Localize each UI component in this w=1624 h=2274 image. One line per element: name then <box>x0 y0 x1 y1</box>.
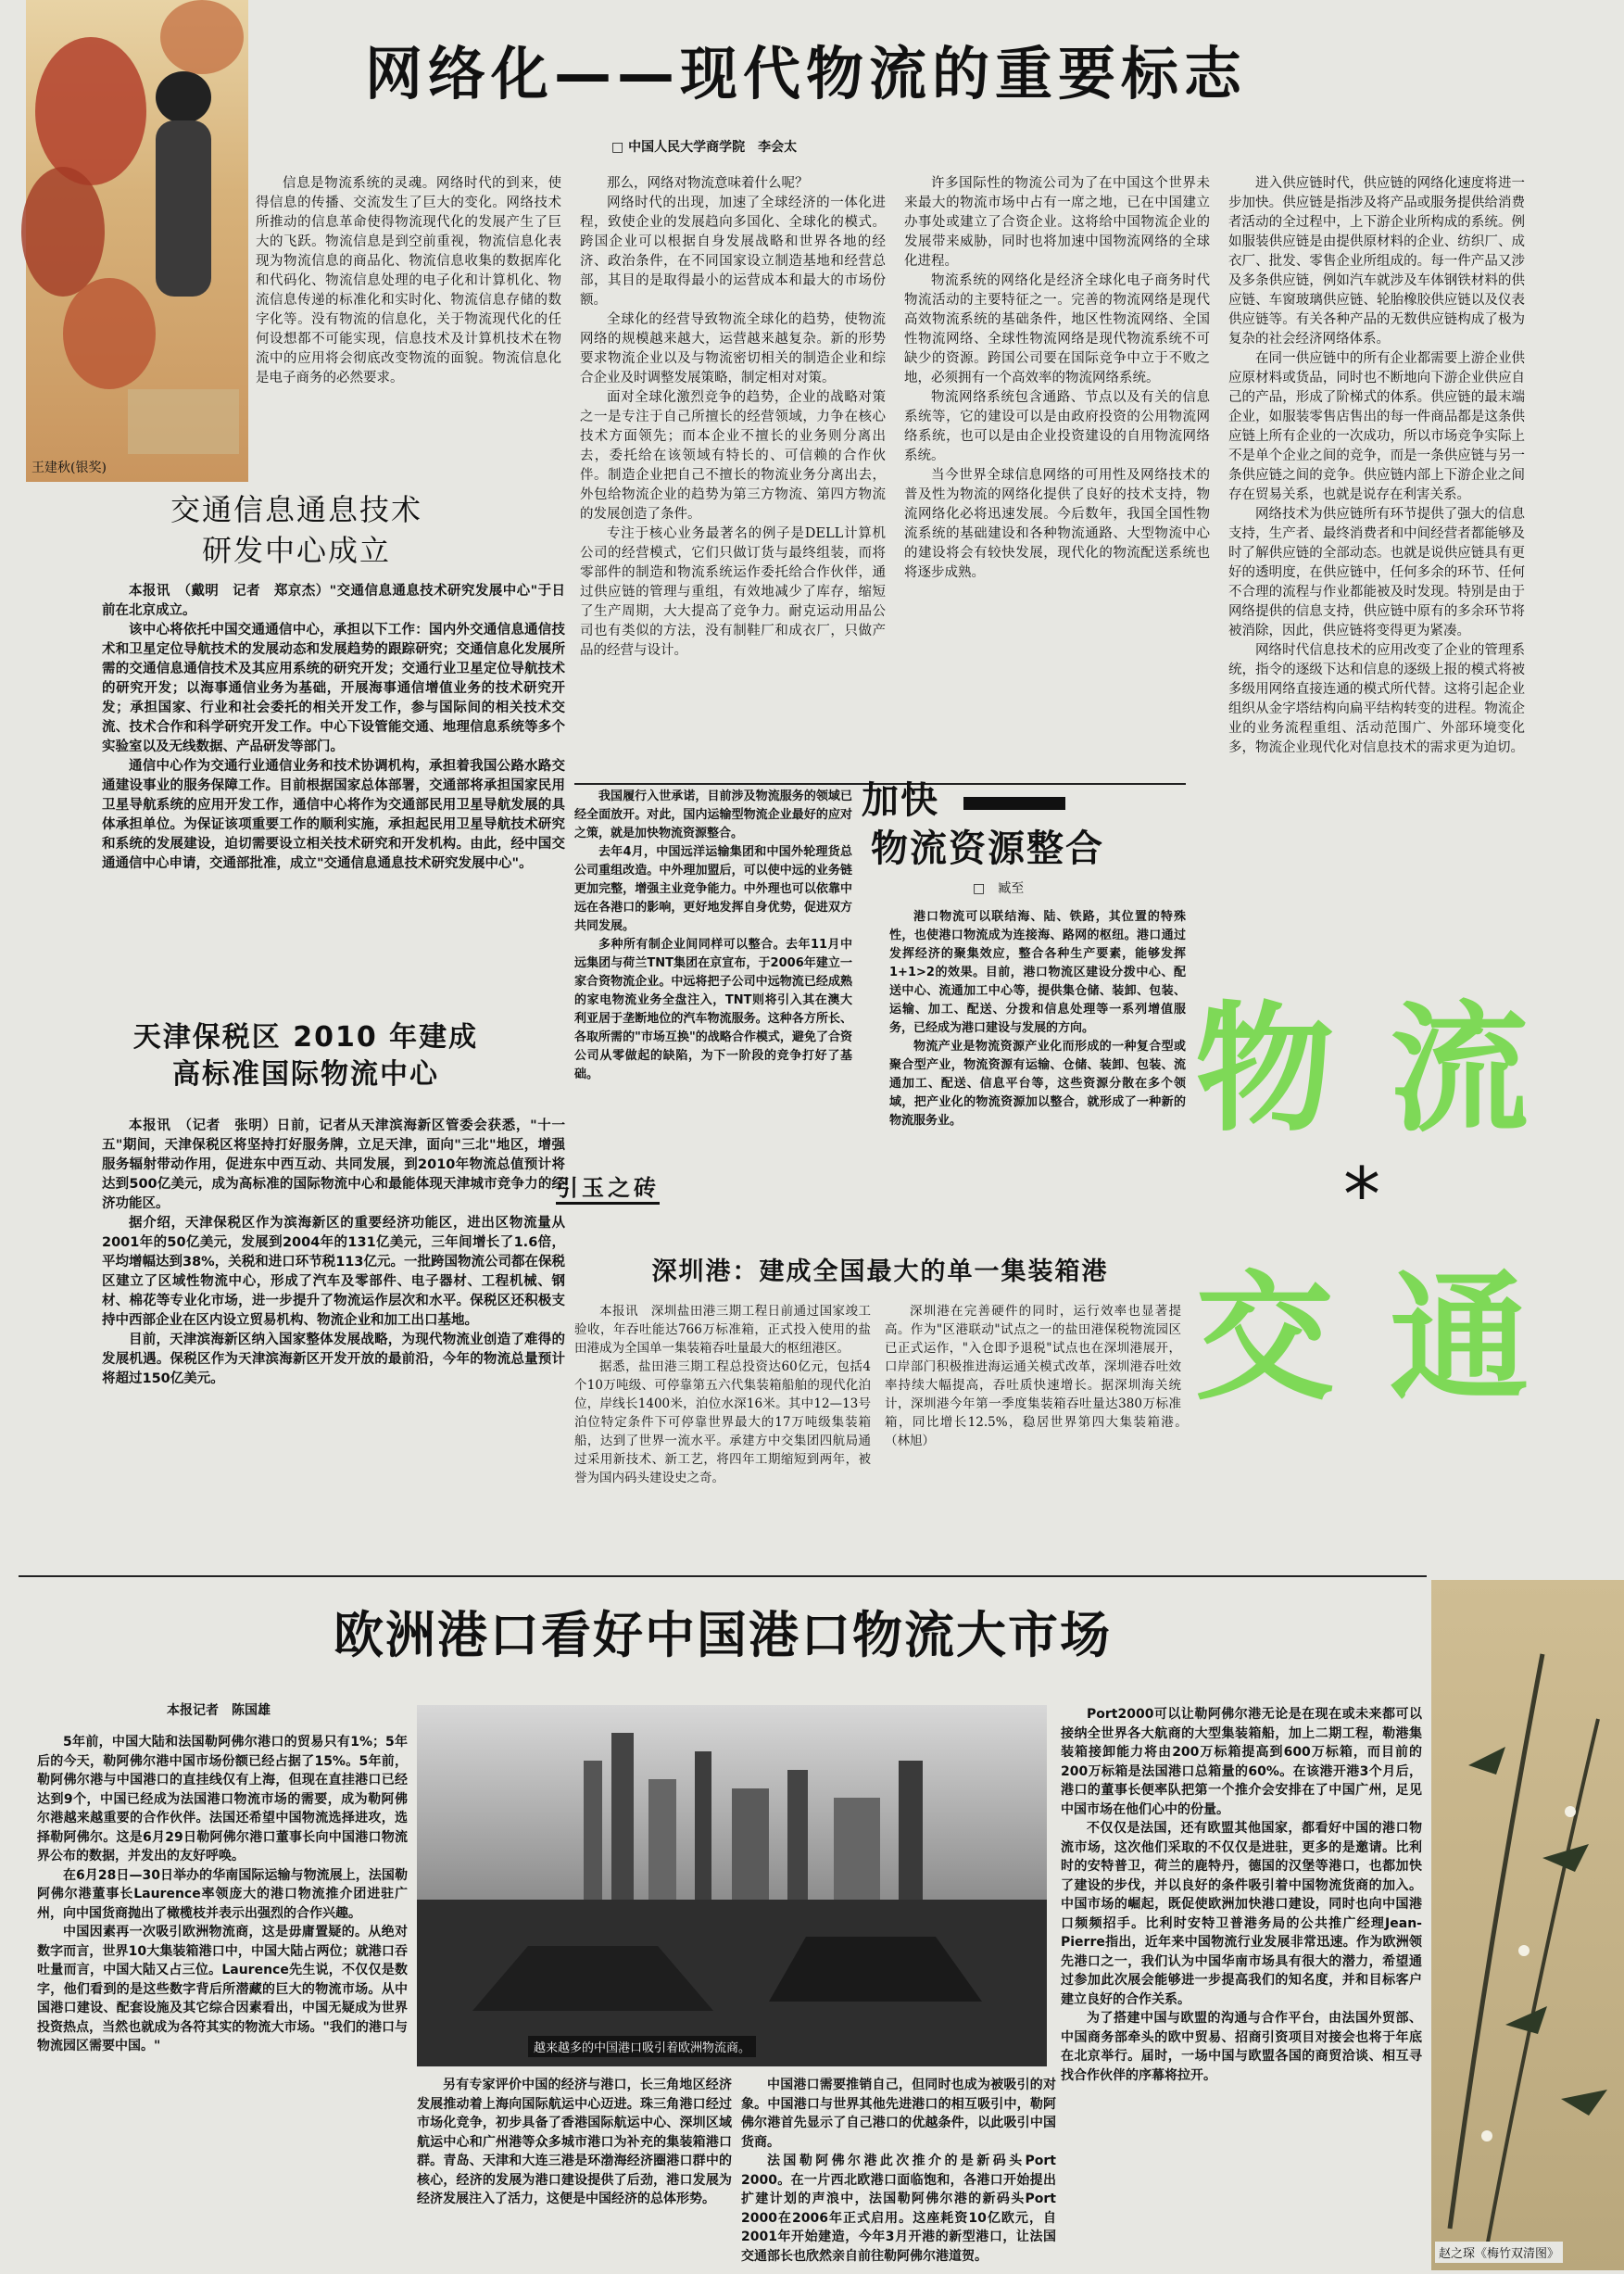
sub2-title-line2: 高标准国际物流中心 <box>172 1058 439 1091</box>
painting-bottom-caption: 赵之琛《梅竹双清图》 <box>1435 2242 1563 2263</box>
port-photo-caption: 越来越多的中国港口吸引着欧洲物流商。 <box>528 2036 756 2057</box>
main-paragraph: 那么，网络对物流意味着什么呢？ <box>607 176 809 191</box>
side-label-char: 物 <box>1195 990 1335 1151</box>
sub4-paragraph: 深圳港在完善硬件的同时，运行效率也显著提高。作为"区港联动"试点之一的盐田港保税物流园区已正式运作，"入仓即予退税"试点也在深圳港展开，口岸部门积极推进海运通关模式改革，深圳港吞吐效率持续大幅提高，吞吐质快速增长。据深圳海关统计，深圳港今年第一季度集装箱吞吐量达380万标准箱，同比增长12.5%，稳居世界第四大集装箱港。 （林旭） <box>885 1304 1206 1448</box>
sub3-title-line2: 物流资源整合 <box>871 827 1104 870</box>
sub3-lead-paragraph: 多种所有制企业间同样可以整合。去年11月中远集团与荷兰TNT集团在京宣布，于2006年建立一家合资物流企业。中远将把子公司中远物流已经成熟的家电物流业务全盘注入，TNT则将引入其在澳大利亚居于垄断地位的汽车物流服务。这种各方所长、各取所需的"市场互换"的战略合作模式，避免了合资公司从零做起的缺陷，为下一阶段的竞争打好了基础。 <box>574 938 852 1081</box>
main-paragraph: 许多国际性的物流公司为了在中国这个世界未来最大的物流市场中占有一席之地，已在中国建立办事处或建立了合资企业。这将给中国物流企业的发展带来威胁，同时也将加速中国物流网络的全球化进程。 <box>904 176 1210 269</box>
sub2-paragraph: 目前，天津滨海新区纳入国家整体发展战略，为现代物流业创造了难得的发展机遇。保税区作为天津滨海新区开发开放的最前沿，今年的物流总量预计将超过150亿美元。 <box>102 1333 565 1386</box>
brick-label: 引玉之砖 <box>556 1169 660 1205</box>
bottom-paragraph: 中国港口需要推销自己，但同时也成为被吸引的对象。中国港口与世界其他先进港口的相互吸引中，勒阿佛尔港首先显示了自己港口的优越条件，以此吸引中国货商。 <box>741 2078 1056 2150</box>
sub4-body-col2 <box>885 1302 1206 1580</box>
sub3-title-line1 <box>862 777 1177 825</box>
bottom-body-col3 <box>741 2076 1056 2264</box>
sub4-paragraph: 据悉，盐田港三期工程总投资达60亿元，包括4个10万吨级、可停靠第五六代集装箱船舶的现代化泊位，岸线长1400米，泊位水深16米。其中12—13号泊位特定条件下可停靠世界最大的17万吨级集装箱船，达到了世界一流水平。承建方中交集团四航局通过采用新技术、新工艺，将四年工期缩短到两年，被誉为国内码头建设史之奇。 <box>574 1359 871 1485</box>
bottom-paragraph: 中国因素再一次吸引欧洲物流商，这是毋庸置疑的。从绝对数字而言，世界10大集装箱港口中，中国大陆占两位；就港口吞吐量而言，中国大陆又占三位。Laurence先生说，不仅仅是数字，他们看到的是这些数字背后所潜藏的巨大的物流市场。从中国港口建设、配套设施及其它综合因素看出，中国无疑成为世界投资热点，当然也就成为各符其实的物流大市场。"我们的港口与物流园区需要中国。" <box>37 1925 408 2053</box>
bottom-title: 欧洲港口看好中国港口物流大市场 <box>334 1606 1112 1664</box>
bottom-byline: 本报记者 陈国雄 <box>167 1703 271 1718</box>
sub1-paragraph: 通信中心作为交通行业通信业务和技术协调机构，承担着我国公路水路交通建设事业的服务保障工作。目前根据国家总体部署，交通部将承担国家民用卫星导航系统的应用开发工作，通信中心将作为交通部民用卫星导航发展的具体承担单位。为保证该项重要工作的顺利实施，承担起民用卫星导航技术研究和系统的发展建设，迫切需要设立相关技术研究和开发机构。由此，经中国交通通信中心申请，交通部批准，成立"交通信息通息技术研究发展中心"。 <box>102 759 565 871</box>
sub3-body <box>889 908 1186 1214</box>
sub2-body <box>102 1117 565 1552</box>
sub3-title <box>862 777 1177 873</box>
bottom-paragraph: 另有专家评价中国的经济与港口，长三角地区经济发展推动着上海向国际航运中心迈进。珠三角港口经过市场化竞争，初步具备了香港国际航运中心、深圳区域航运中心和广州港等众多城市港口为补充的集装箱港口群。青岛、天津和大连三港是环渤海经济圈港口群中的核心，经济的发展为港口建设提供了后劲，港口发展为经济发展注入了活力，这便是中国经济的总体形势。 <box>417 2078 732 2206</box>
main-paragraph: 物流网络系统包含通路、节点以及有关的信息系统等，它的建设可以是由政府投资的公用物流网络系统，也可以是由企业投资建设的自用物流网络系统。 <box>904 390 1210 463</box>
sub3-lead-paragraph: 去年4月，中国远洋运输集团和中国外轮理货总公司重组改造。中外理加盟后，可以使中远的业务链更加完整，增强主业竞争能力。中外理也可以依靠中远在各港口的影响，更好地发挥自身优势，促进双方共同发展。 <box>574 845 852 933</box>
main-paragraph: 网络时代的出现，加速了全球经济的一体化进程，致使企业的发展趋向多国化、全球化的模式。跨国企业可以根据自身发展战略和世界各地的经济、政治条件，在不同国家设立制造基地和经营总部，其目的是取得最小的运营成本和最大的市场份额。 <box>580 196 886 308</box>
sub3-title-bar <box>963 797 1065 810</box>
sub1-paragraph: 该中心将依托中国交通通信中心，承担以下工作：国内外交通信息通信技术和卫星定位导航技术的发展动态和发展趋势的跟踪研究；交通信息化发展所需的交通信息通信技术及其应用系统的研究开发；交通行业卫星定位导航技术的研究开发；以海事通信业务为基础，开展海事通信增值业务的技术研究开发；承担国家、行业和社会委托的相关开发工作，参与国际间的相关技术交流、技术合作和科学研究开发工作。中心下设管能交通、地理信息系统等多个实验室以及无线数据、产品研发等部门。 <box>102 623 565 754</box>
bottom-body-col1 <box>37 1733 408 2252</box>
main-paragraph: 全球化的经营导致物流全球化的趋势，使物流网络的规模越来越大，运营越来越复杂。新的形势要求物流企业以及与物流密切相关的制造企业和综合企业及时调整发展策略，制定相对对策。 <box>580 312 886 385</box>
sub1-paragraph: 本报讯 （戴明 记者 郑京杰）"交通信息通息技术研究发展中心"于日前在北京成立。 <box>102 584 565 618</box>
main-paragraph: 物流系统的网络化是经济全球化电子商务时代物流活动的主要特征之一。完善的物流网络是现代高效物流系统的基础条件，地区性物流网络、全国性物流网络、全球性物流网络是现代物流系统不可缺少的资源。跨国公司要在国际竞争中立于不败之地，必须拥有一个高效率的物流网络系统。 <box>904 273 1210 385</box>
sub1-title-line2: 研发中心成立 <box>201 533 391 568</box>
sub2-paragraph: 据介绍，天津保税区作为滨海新区的重要经济功能区，进出区物流量从2001年的50亿美元，发展到2004年的131亿美元，三年间增长了1.6倍，平均增幅达到38%，关税和进口环节税113亿元。一批跨国物流公司都在保税区建立了区域性物流中心，形成了汽车及零部件、电子器材、工程机械、钢材、棉花等专业化市场，进一步提升了物流运作层次和水平。保税区还积极支持中西部企业在区内设立贸易机构、物流企业和加工出口基地。 <box>102 1216 565 1328</box>
painting-bottom-illustration <box>1431 1580 1624 2270</box>
main-article-col3 <box>904 174 1210 767</box>
sub4-body-col1 <box>574 1302 871 1580</box>
main-paragraph: 当今世界全球信息网络的可用性及网络技术的普及性为物流的网络化提供了良好的技术支持，物流网络化必将迅速发展。今后数年，我国全国性物流系统的基础建设和各种物流通路、大型物流中心的建设将会有较快发展，现代化的物流配送系统也将逐步成熟。 <box>904 468 1210 580</box>
sub4-title: 深圳港：建成全国最大的单一集装箱港 <box>651 1257 1109 1286</box>
side-label-char: 通 <box>1390 1258 1530 1420</box>
bottom-paragraph: Port2000可以让勒阿佛尔港无论是在现在或未来都可以接纳全世界各大航商的大型集装箱船，加上二期工程，勒港集装箱接卸能力将由200万标箱提高到600万标箱，而目前的200万标箱是法国港口总箱量的60%。在该港开港3个月后，港口的董事长便率队把第一个推介会安排在了中国广州，足见中国市场在他们心中的份量。 <box>1061 1707 1422 1817</box>
sub2-paragraph: 本报讯 （记者 张明）日前，记者从天津滨海新区管委会获悉，"十一五"期间，天津保税区将坚持打好服务牌，立足天津，面向"三北"地区，增强服务辐射带动作用，促进东中西互动、共同发展，到2010年物流总值预计将达到500亿美元，成为高标准的国际物流中心和最能体现天津城市竞争力的经济功能区。 <box>102 1118 565 1211</box>
bottom-paragraph: 在6月28日—30日举办的华南国际运输与物流展上，法国勒阿佛尔港董事长Laurence率领庞大的港口物流推介团进驻广州，向中国货商抛出了橄榄枝并表示出强烈的合作兴趣。 <box>37 1867 408 1921</box>
bottom-body-col2 <box>417 2076 732 2261</box>
sub3-lead <box>574 788 852 1168</box>
sub2-title <box>56 1019 556 1093</box>
main-paragraph: 专注于核心业务最著名的例子是DELL计算机公司的经营模式，它们只做订货与最终组装，而将零部件的制造和物流系统运作委托给合作伙伴，通过供应链的管理与重组，有效地减少了库存，缩短了生产周期，大大提高了竞争力。耐克运动用品公司也有类似的方法，没有制鞋厂和成衣厂，只做产品的经营与设计。 <box>580 526 886 658</box>
bottom-paragraph: 为了搭建中国与欧盟的沟通与合作平台，由法国外贸部、中国商务部牵头的欧中贸易、招商引资项目对接会也将于年底在北京举行。届时，一场中国与欧盟各国的商贸洽谈、相互寻找合作伙伴的序幕将拉开。 <box>1061 2011 1422 2083</box>
main-paragraph: 网络时代信息技术的应用改变了企业的管理系统，指令的逐级下达和信息的逐级上报的模式将被多级用网络直接连通的模式所代替。这将引起企业组织从金字塔结构向扁平结构转变的进程。物流企业的业务流程重组、活动范围广、外部环境变化多，物流企业现代化对信息技术的需求更为迫切。 <box>1228 643 1525 755</box>
bottom-body-col4 <box>1061 1705 1422 2261</box>
main-byline: □ 中国人民大学商学院 李会太 <box>611 140 798 155</box>
sub3-lead-paragraph: 我国履行入世承诺，目前涉及物流服务的领域已经全面放开。对此，国内运输型物流企业最好的应对之策，就是加快物流资源整合。 <box>574 790 852 840</box>
sub3-paragraph: 物流产业是物流资源产业化而形成的一种复合型或聚合型产业，物流资源有运输、仓储、装卸、包装、流通加工、配送、信息平台等，这些资源分散在多个领域，把产业化的物流资源加以整合，就形成了一种新的物流服务业。 <box>889 1040 1186 1128</box>
painting-top <box>26 0 248 482</box>
bottom-top-rule <box>19 1575 1427 1577</box>
main-article-col2 <box>580 174 886 767</box>
main-paragraph: 信息是物流系统的灵魂。网络时代的到来，使得信息的传播、交流发生了巨大的变化。网络技术所推动的信息革命使得物流现代化的发展产生了巨大的飞跃。物流信息是到空前重视，物流信息化表现为物流信息的商品化、物流信息收集的数据库化和代码化、物流信息处理的电子化和计算机化、物流信息传递的标准化和实时化、物流信息存储的数字化等。没有物流的信息化，关于物流现代化的任何设想都不可能实现，信息技术及计算机技术在物流中的应用将会彻底改变物流的面貌。物流信息化是电子商务的必然要求。 <box>256 176 561 385</box>
bottom-paragraph: 法国勒阿佛尔港此次推介的是新码头Port 2000。在一片西北欧港口面临饱和，各港口开始提出扩建计划的声浪中，法国勒阿佛尔港的新码头Port 2000在2006年正式启用。这座耗资10亿欧元，自2001年开始建造，今年3月开港的新型港口，让法国交通部长也欣然亲自前往勒阿佛尔港道贺。 <box>741 2154 1056 2264</box>
painting-top-caption: 王建秋(银奖) <box>31 461 107 475</box>
sub3-paragraph: 港口物流可以联结海、陆、铁路，其位置的特殊性，也使港口物流成为连接海、路网的枢纽。港口通过发挥经济的聚集效应，整合各种生产要素，能够发挥1+1>2的效果。目前，港口物流区建设分拨中心、配送中心、流通加工中心等，提供集仓储、装卸、包装、运输、加工、配送、分拨和信息处理等一系列增值服务，已经成为港口建设与发展的方向。 <box>889 910 1186 1035</box>
painting-bottom <box>1431 1580 1624 2270</box>
side-label-star: * <box>1343 1152 1380 1238</box>
sub2-title-line1: 天津保税区 2010 年建成 <box>132 1021 479 1054</box>
side-label <box>1195 992 1584 1510</box>
main-title: 网络化——现代物流的重要标志 <box>364 40 1247 107</box>
main-paragraph: 网络技术为供应链所有环节提供了强大的信息支持，生产者、最终消费者和中间经营者都能够及时了解供应链的全部动态。也就是说供应链具有更好的透明度，在供应链中，任何多余的环节、任何不合理的流程与作业都能被及时发现。特别是由于网络提供的信息支持，供应链中原有的多余环节将被消除，因此，供应链将变得更为紧凑。 <box>1228 507 1525 638</box>
side-label-char: 交 <box>1195 1258 1335 1420</box>
sub1-title-line1: 交通信息通息技术 <box>170 492 422 527</box>
sub1-body <box>102 582 565 953</box>
main-article-col1 <box>256 174 561 443</box>
main-paragraph: 进入供应链时代，供应链的网络化速度将进一步加快。供应链是指涉及将产品或服务提供给消费者活动的全过程中，上下游企业所构成的系统。例如服装供应链是由提供原材料的企业、纺织厂、成衣厂、批发、零售企业所组成的。每一件产品又涉及多条供应链，例如汽车就涉及车体钢铁材料的供应链、车窗玻璃供应链、轮胎橡胶供应链以及仪表供应链等。有关各种产品的无数供应链构成了极为复杂的社会经济网络体系。 <box>1228 176 1525 347</box>
port-photo <box>417 1705 1047 2066</box>
sub3-title-line1-text: 加快 <box>862 778 939 822</box>
main-article-col4 <box>1228 174 1525 934</box>
side-label-char: 流 <box>1390 990 1530 1151</box>
bottom-paragraph: 不仅仅是法国，还有欧盟其他国家，都看好中国的港口物流市场，这次他们采取的不仅仅是进驻，更多的是邀请。比利时的安特普卫，荷兰的鹿特丹，德国的汉堡等港口，也都加快了建设的步伐，并以良好的条件吸引着中国物流货商的加入。中国市场的崛起，既促使欧洲加快港口建设，同时也向中国港口频频招手。比利时安特卫普港务局的公共推广经理Jean-Pierre指出，近年来中国物流行业发展非常迅速。作为欧洲领先港口之一，我们认为中国华南市场具有很大的潜力，希望通过参加此次展会能够进一步提高我们的知名度，并和目标客户建立良好的合作关系。 <box>1061 1821 1422 2007</box>
main-paragraph: 面对全球化激烈竞争的趋势，企业的战略对策之一是专注于自己所擅长的经营领域，力争在核心技术方面领先；而本企业不擅长的业务则分离出去，委托给在该领域有特长的、可信赖的合作伙伴。制造企业把自己不擅长的物流业务分离出去，外包给物流企业的趋势为第三方物流、第四方物流的发展创造了条件。 <box>580 390 886 522</box>
main-paragraph: 在同一供应链中的所有企业都需要上游企业供应原材料或货品，同时也不断地向下游企业供应自己的产品，形成了阶梯式的体系。供应链的最末端企业，如服装零售店售出的每一件商品都是这条供应链上所有企业的一次成功，所以市场竞争实际上不是单个企业之间的竞争，而是一条供应链与另一条供应链之间的竞争。供应链内部上下游企业之间存在贸易关系，也就是说存在利害关系。 <box>1228 351 1525 502</box>
sub3-byline: □ 臧至 <box>973 881 1025 896</box>
bottom-paragraph: 5年前，中国大陆和法国勒阿佛尔港口的贸易只有1%；5年后的今天，勒阿佛尔港中国市场份额已经占据了15%。5年前，勒阿佛尔港与中国港口的直挂线仅有上海，但现在直挂港口已经达到9个，中国已经成为法国港口物流市场的需要，成为勒阿佛尔港越来越重要的合作伙伴。法国还希望中国物流选择进攻，选择勒阿佛尔。这是6月29日勒阿佛尔港口董事长向中国港口物流界公布的数据，并发出的友好呼唤。 <box>37 1735 408 1863</box>
sub4-paragraph: 本报讯 深圳盐田港三期工程日前通过国家竣工验收，年吞吐能达766万标准箱，正式投入使用的盐田港成为全国单一集装箱吞吐量最大的枢纽港区。 <box>574 1304 871 1356</box>
sub1-title <box>37 489 556 571</box>
port-photo-illustration <box>417 1705 1047 2066</box>
painting-top-illustration <box>26 0 248 482</box>
